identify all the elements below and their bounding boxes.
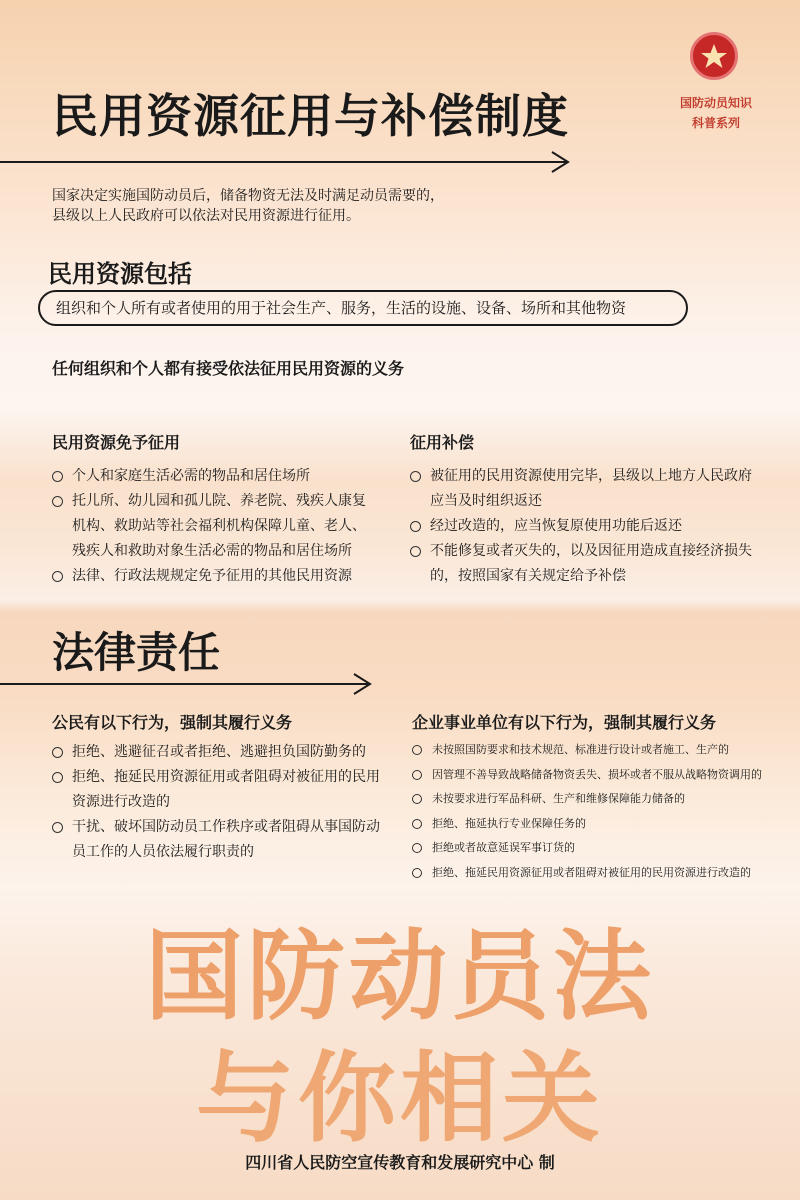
- national-defense-emblem-icon: [690, 32, 738, 80]
- slogan-line-1: 国防动员法: [144, 920, 655, 1034]
- intro-line-2: 县级以上人民政府可以依法对民用资源进行征用。: [52, 208, 360, 224]
- resources-duty: 任何组织和个人都有接受依法征用民用资源的义务: [52, 359, 405, 378]
- list-item: 拒绝、拖延民用资源征用或者阻碍对被征用的民用资源进行改造的: [50, 765, 390, 815]
- series-line-1: 国防动员知识: [679, 96, 752, 110]
- list-item: 因管理不善导致战略储备物资丢失、损坏或者不服从战略物资调用的: [410, 763, 798, 788]
- legal-underline-arrow: [0, 672, 380, 696]
- intro-line-1: 国家决定实施国防动员后，储备物资无法及时满足动员需要的，: [52, 188, 444, 204]
- compensation-list: [408, 464, 752, 589]
- enterprises-list: [410, 738, 798, 885]
- list-item: 拒绝、逃避征召或者拒绝、逃避担负国防勤务的: [50, 740, 390, 765]
- citizens-heading: 公民有以下行为，强制其履行义务: [52, 713, 293, 732]
- list-item: 拒绝、拖延执行专业保障任务的: [410, 812, 798, 837]
- resources-definition: 组织和个人所有或者使用的用于社会生产、服务，生活的设施、设备、场所和其他物资: [38, 290, 688, 326]
- list-item: 个人和家庭生活必需的物品和居住场所: [50, 464, 372, 489]
- series-line-2: 科普系列: [691, 116, 740, 130]
- exempt-list: [50, 464, 372, 589]
- list-item: 未按照国防要求和技术规范、标准进行设计或者施工、生产的: [410, 738, 798, 763]
- list-item: 不能修复或者灭失的，以及因征用造成直接经济损失的，按照国家有关规定给予补偿: [408, 539, 752, 589]
- page-title: 民用资源征用与补偿制度: [52, 89, 569, 143]
- list-item: 托儿所、幼儿园和孤儿院、养老院、残疾人康复机构、救助站等社会福利机构保障儿童、老人、残疾人和救助对象生活必需的物品和居住场所: [50, 489, 372, 564]
- title-underline-arrow: [0, 150, 580, 174]
- list-item: 法律、行政法规规定免予征用的其他民用资源: [50, 564, 372, 589]
- list-item: 未按要求进行军品科研、生产和维修保障能力储备的: [410, 787, 798, 812]
- series-label: [662, 93, 770, 133]
- enterprises-heading: 企业事业单位有以下行为，强制其履行义务: [412, 713, 717, 732]
- list-item: 被征用的民用资源使用完毕，县级以上地方人民政府应当及时组织返还: [408, 464, 752, 514]
- citizens-list: [50, 740, 390, 865]
- list-item: 干扰、破坏国防动员工作秩序或者阻碍从事国防动员工作的人员依法履行职责的: [50, 815, 390, 865]
- footer-credit: 四川省人民防空宣传教育和发展研究中心 制: [245, 1153, 555, 1172]
- exempt-heading: 民用资源免予征用: [52, 433, 181, 452]
- list-item: 拒绝或者故意延误军事订货的: [410, 836, 798, 861]
- list-item: 经过改造的，应当恢复原使用功能后返还: [408, 514, 752, 539]
- compensation-heading: 征用补偿: [410, 433, 475, 452]
- resources-heading: 民用资源包括: [48, 260, 192, 288]
- list-item: 拒绝、拖延民用资源征用或者阻碍对被征用的民用资源进行改造的: [410, 861, 798, 886]
- intro-text: [52, 186, 612, 226]
- slogan-line-2: 与你相关: [195, 1042, 604, 1156]
- legal-heading: 法律责任: [52, 628, 221, 677]
